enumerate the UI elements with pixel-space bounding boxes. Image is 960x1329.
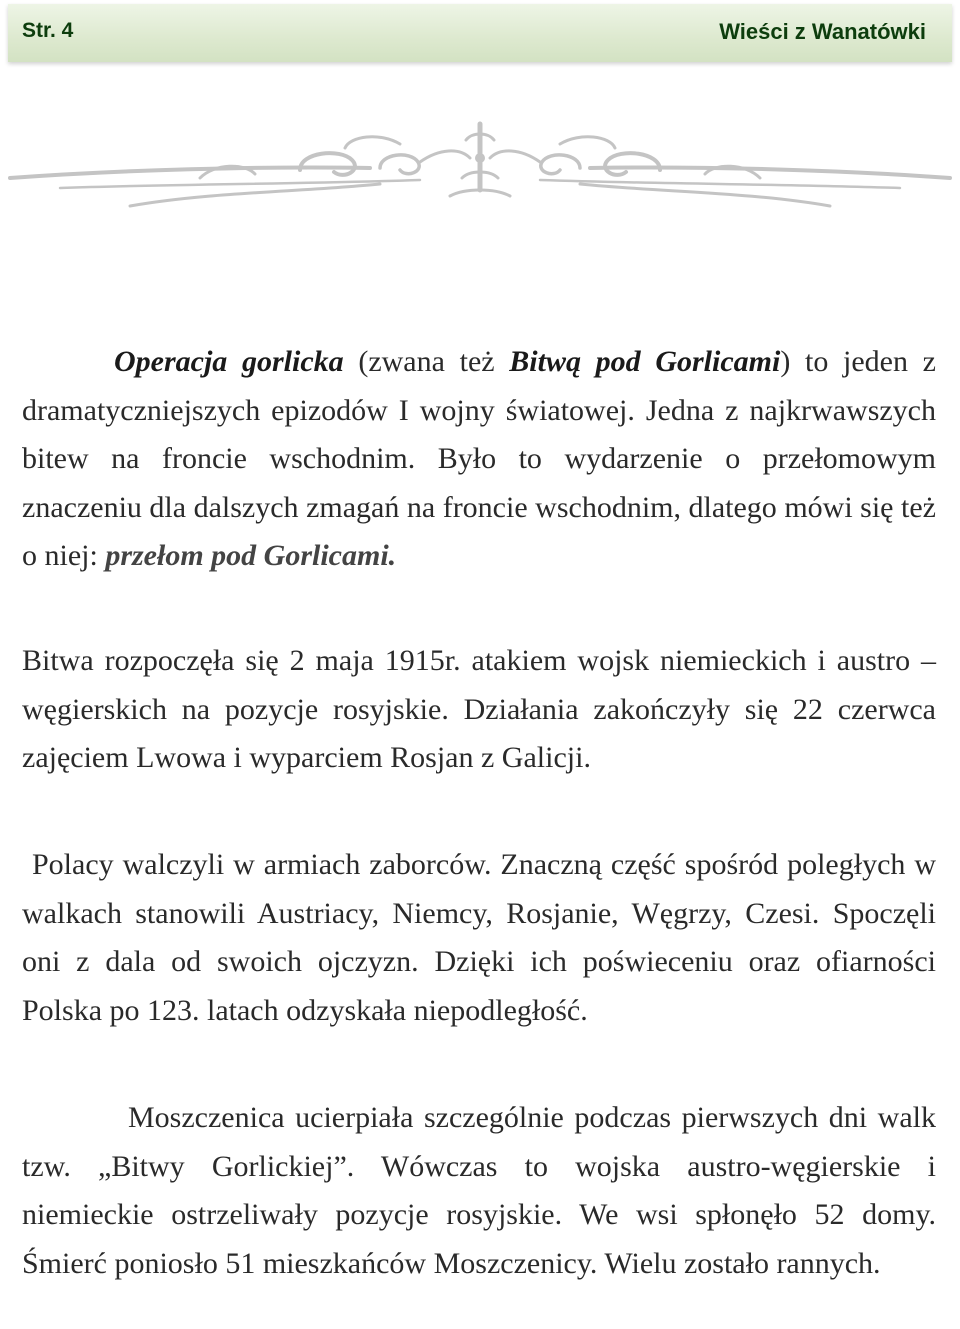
article-paragraph-4	[22, 1094, 936, 1288]
p3-text: Polacy walczyli w armiach zaborców. Znaczną część spośród poległych w walkach stanowili Austriacy, Niemcy, Rosjanie, Węgrzy, Czesi. Spoczęli oni z dala od swoich ojczyzn. Dzięki ich poświeceniu oraz ofiarności Polska po 123. latach odzyskała niepodległość.	[22, 848, 936, 1027]
p2-text: Bitwa rozpoczęła się 2 maja 1915r. atakiem wojsk niemieckich i austro – węgierskich na pozycje rosyjskie. Działania zakończyły się 22 czerwca zajęciem Lwowa i wyparciem Rosjan z Galicji.	[22, 644, 936, 775]
newsletter-title: Wieści z Wanatówki	[719, 19, 926, 44]
scroll-ornament-divider-icon	[0, 118, 960, 218]
p1-text-2: ) to jeden z dramatyczniejszych epizodów I wojny światowej. Jedna z najkrwawszych bitew na froncie wschodnim. Było to wydarzenie o przełomowym znaczeniu dla dalszych zmagań na froncie wschodnim, dlatego mówi się też o niej:	[22, 345, 937, 573]
article-paragraph-1	[22, 338, 936, 581]
term-operacja-gorlicka: Operacja gorlicka	[114, 345, 344, 378]
page-header	[8, 4, 952, 62]
p1-text-1: (zwana też	[343, 345, 510, 378]
p4-text: Moszczenica ucierpiała szczególnie podczas pierwszych dni walk tzw. „Bitwy Gorlickiej”. Wówczas to wojska austro-węgierskie i niemieckie ostrzeliwały pozycje rosyjskie. We wsi spłonęło 52 domy. Śmierć poniosło 51 mieszkańców Moszczenicy. Wielu zostało rannych.	[22, 1101, 936, 1280]
page-number: Str. 4	[22, 19, 74, 42]
article-paragraph-3	[22, 841, 936, 1035]
term-przelom-pod-gorlicami: przełom pod Gorlicami.	[105, 539, 397, 573]
term-bitwa-pod-gorlicami: Bitwą pod Gorlicami	[509, 345, 781, 378]
article-paragraph-2	[22, 637, 936, 783]
